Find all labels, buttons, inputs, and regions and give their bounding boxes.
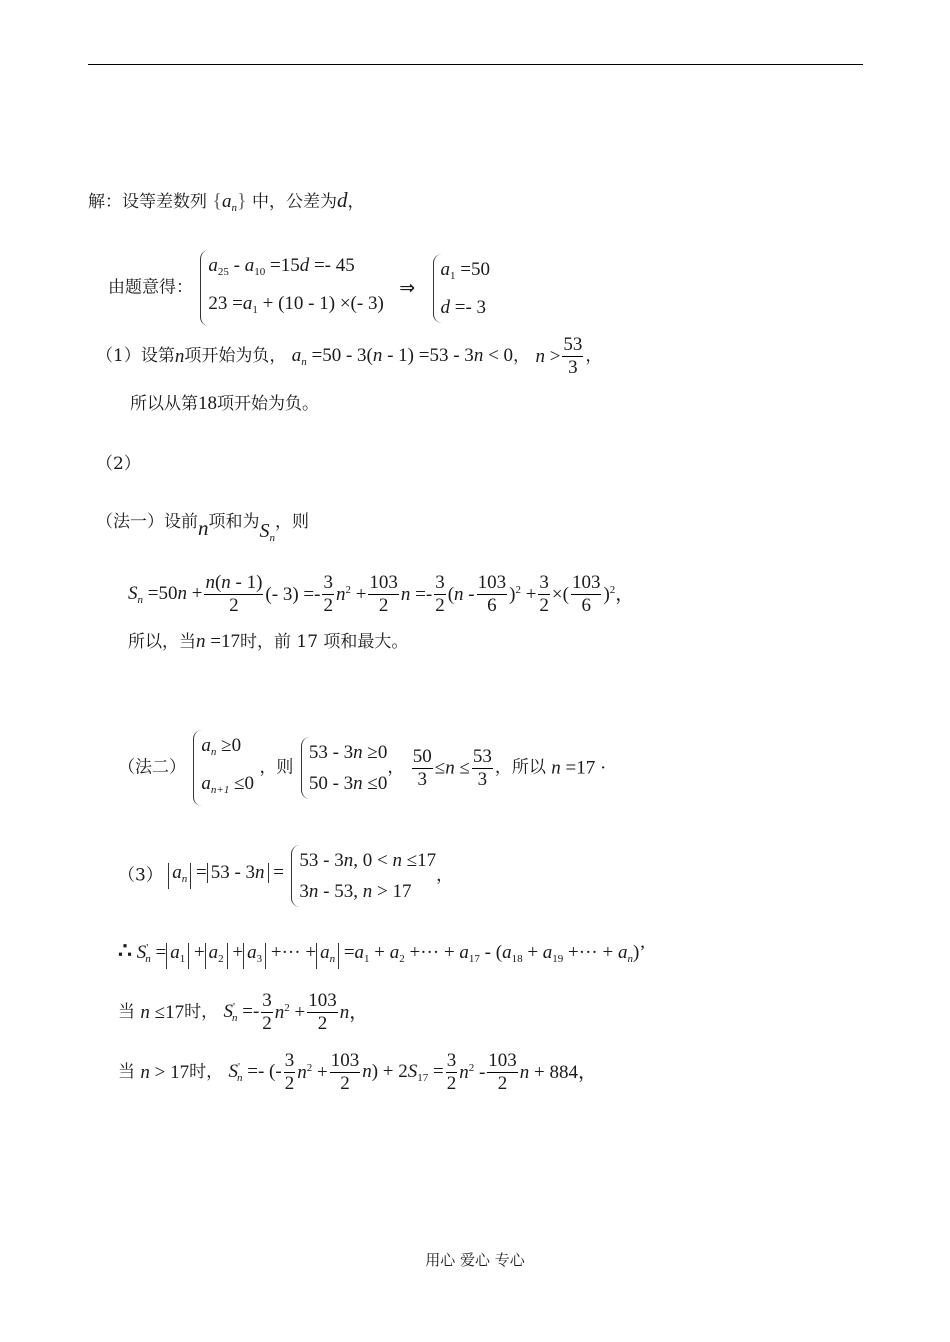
given-system: 由题意得： $a_{25} - a_{10} =15d =- 45$ $23 =a_1 + (10 - 1)$ ×(- 3) ⇒ $a_1 =50$ d =- 3 bbox=[108, 250, 490, 326]
equation-system: $a_{25} - a_{10} =15d =- 45$ $23 =a_1 + (10 - 1)$ ×(- 3) bbox=[200, 250, 383, 326]
method1-intro: （法一）设前n项和为$S_n$，则 bbox=[96, 512, 309, 544]
abs-sum-expansion: ∴ $S'_n = a_1 + a_2 + a_3$ +··· + $a_n =a_1 + a_2$ +··· + $a_{17} - (a_{18} + a_{19}$ +··· + $a_n$)’ bbox=[118, 940, 646, 969]
solution-intro: 解：设等差数列 $\{a_n\}$ 中，公差为d， bbox=[88, 188, 365, 214]
sequence-notation: $\{a_n\}$ bbox=[212, 190, 247, 214]
header-rule bbox=[88, 64, 863, 65]
page-footer: 用心 爱心 专心 bbox=[425, 1251, 525, 1269]
part2-label: （2） bbox=[96, 454, 141, 474]
case-le-17: 当 n ≤17时， $S'_n$ =- $\frac{3}{2}$ $n^2$ + $\frac{103}{2}$ n， bbox=[118, 990, 369, 1034]
sum-formula: $S_n =50n$ + $\frac{n(n - 1)}{2}$ (- 3) =- $\frac{3}{2}$ $n^2$ + $\frac{103}{2}$ n =- $\frac{3}{2}$ (n - $\frac{103}{6}$ )$^2$ + $\frac{3}{2}$ ×( $\frac{103}{6}$ )$^2$， bbox=[128, 572, 635, 616]
method1-conclusion: 所以，当n =17时，前 17 项和最大。 bbox=[128, 631, 409, 652]
case-gt-17: 当 n > 17时， $S'_n$ =- (- $\frac{3}{2}$ $n^2$ + $\frac{103}{2}$ $n) + 2S_{17}$ = $\frac{3}{2}$ $n^2$ - $\frac{103}{2}$ n + 884， bbox=[118, 1050, 597, 1094]
part3-line: （3） $a_n = 53 - 3n$ = 53 - 3n, 0 < n ≤17 3n - 53, n > 17 ， bbox=[118, 845, 453, 907]
method2-line: （法二） $a_n \ge 0$ $a_{n+1} \le 0$ ，则 53 - 3n ≥0 50 - 3n ≤0 ， $\frac{50}{3}$ ≤n ≤ $\frac{53}{3}$ ，所以 n =17 · bbox=[118, 730, 606, 806]
solution-system: $a_1 =50$ d =- 3 bbox=[433, 254, 490, 323]
part1-line: （1）设第n项开始为负， $a_n =50 - 3(n - 1) =53 - 3n < 0$， n > $\frac{53}{3}$ ， bbox=[96, 334, 603, 378]
therefore-symbol: ∴ bbox=[118, 938, 132, 963]
part1-conclusion: 所以从第18项开始为负。 bbox=[130, 393, 319, 414]
